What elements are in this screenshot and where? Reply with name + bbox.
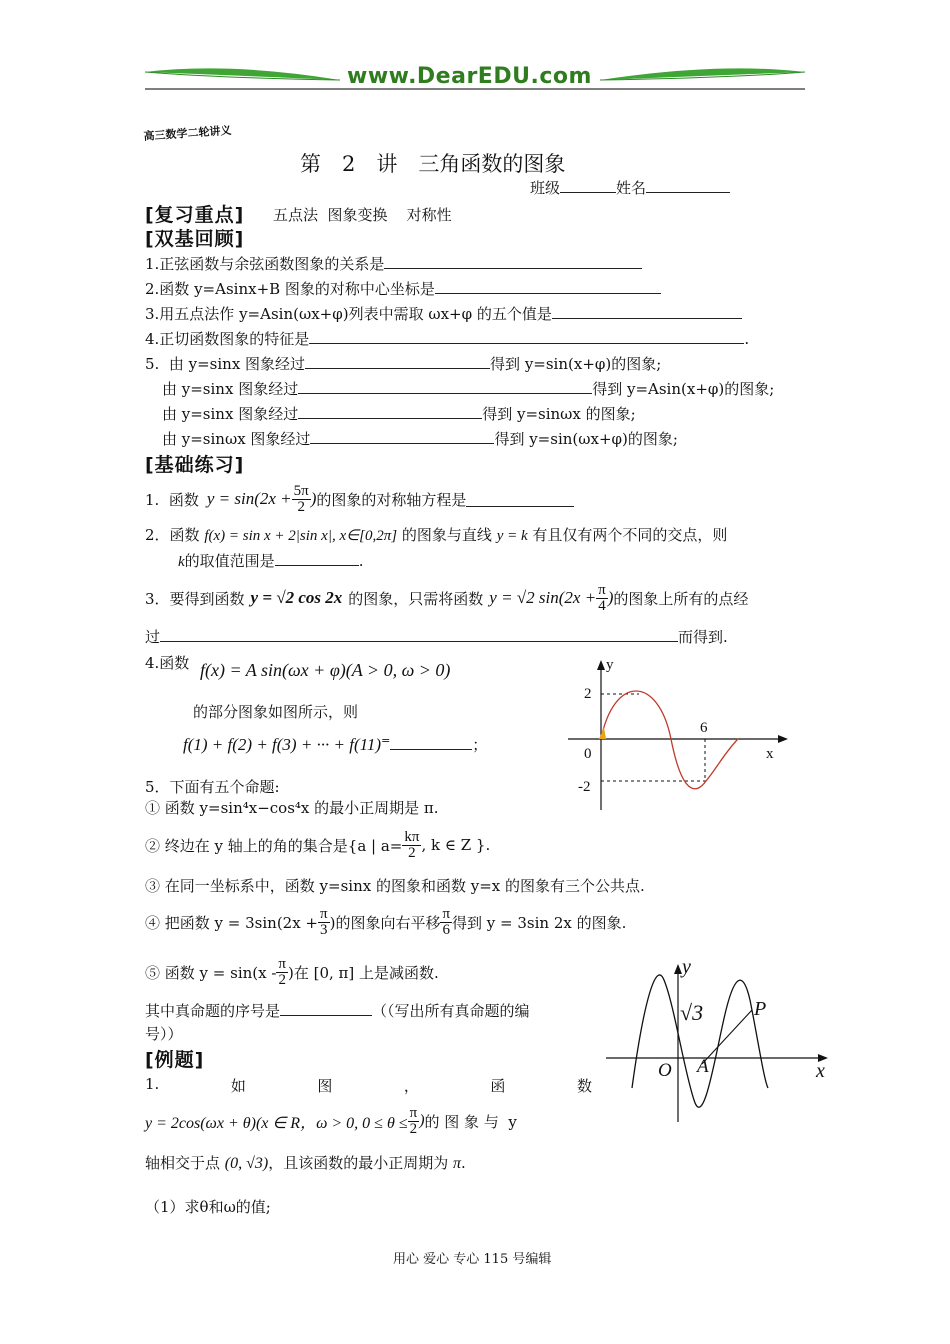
p2-expr2: y = k xyxy=(496,528,528,544)
basics-q4-end: . xyxy=(744,330,750,348)
e1-line3-pre: 轴相交于点 xyxy=(145,1154,221,1172)
graph-cosine-wave xyxy=(604,960,834,1125)
p3-pre: 3．要得到函数 xyxy=(145,589,245,608)
practice-p3-line2 xyxy=(145,626,728,647)
p5-item-4 xyxy=(145,900,626,944)
p5-item-5 xyxy=(145,950,439,994)
basics-q5d-pre: 由 y=sinωx 图象经过 xyxy=(162,430,311,448)
p2-end: . xyxy=(358,552,364,570)
basics-q5a-post: 得到 y=sin(x+φ)的图象; xyxy=(490,355,662,373)
e1-expr-a: y = 2cos(ωx + θ)(x ∈ R，ω > 0, 0 ≤ θ ≤ xyxy=(145,1114,408,1132)
review-heading: [复习重点] xyxy=(145,204,245,226)
e1-pi: π xyxy=(453,1155,462,1172)
site-logo: www.DearEDU.com xyxy=(347,64,592,89)
e1-e: 函 xyxy=(490,1077,506,1095)
p3-frac: $\frac{\pi}{4}$ xyxy=(598,581,606,614)
p3-end: 而得到. xyxy=(678,628,728,646)
basics-q3 xyxy=(145,303,742,324)
g1-ytick-top: 2 xyxy=(584,686,592,702)
p5-ans-blank[interactable] xyxy=(280,1001,372,1016)
basics-q2-blank[interactable] xyxy=(435,279,661,294)
basics-q5a xyxy=(145,353,661,374)
p5-item-2 xyxy=(145,822,490,868)
basics-q5b-blank[interactable] xyxy=(298,379,592,394)
basics-q1-text: 1.正弦函数与余弦函数图象的关系是 xyxy=(145,255,385,273)
e1-c: 图 xyxy=(317,1077,333,1095)
basics-q5c-blank[interactable] xyxy=(298,404,482,419)
basics-q5b-post: 得到 y=Asin(x+φ)的图象; xyxy=(592,380,775,398)
p4-eq: = xyxy=(381,734,391,747)
basics-q5c-pre: 由 y=sinx 图象经过 xyxy=(162,405,299,423)
p4-expr: f(x) = A sin(ωx + φ)(A > 0, ω > 0) xyxy=(200,660,451,680)
p1-blank[interactable] xyxy=(466,492,574,507)
basics-q5b xyxy=(162,378,774,399)
p5-4-pre: ④ 把函数 y = 3sin(2x + xyxy=(145,913,319,932)
practice-p3 xyxy=(145,576,748,620)
basics-q3-blank[interactable] xyxy=(552,304,742,319)
e1-a: 1. xyxy=(145,1075,160,1093)
p5-5-pre: ⑤ 函数 y = sin(x - xyxy=(145,963,277,982)
p5-4-frac1: $\frac{\pi}{3}$ xyxy=(320,905,328,938)
practice-p2 xyxy=(145,524,727,545)
basics-q3-text: 3.用五点法作 y=Asin(ωx+φ)列表中需取 ωx+φ 的五个值是 xyxy=(145,305,552,323)
practice-heading: [基础练习] xyxy=(145,454,245,476)
class-name-line xyxy=(530,177,730,198)
basics-q1-blank[interactable] xyxy=(384,254,642,269)
g2-point-a: A xyxy=(697,1056,709,1077)
p4-pre: 4.函数 xyxy=(145,654,190,672)
p5-item-3: ③ 在同一坐标系中，函数 y=sinx 的图象和函数 y=x 的图象有三个公共点. xyxy=(145,877,645,895)
p5-4-mid: )的图象向右平移 xyxy=(329,913,441,932)
basics-q5d-post: 得到 y=sin(ωx+φ)的图象; xyxy=(494,430,678,448)
e1-frac: $\frac{\pi}{2}$ xyxy=(409,1104,418,1137)
g1-xtick: 6 xyxy=(700,720,708,736)
p5-4-frac2: $\frac{\pi}{6}$ xyxy=(442,905,451,938)
p3-expr2a: y = √2 sin(2x + xyxy=(489,588,597,607)
page-footer: 用心 爱心 专心 115 号编辑 xyxy=(393,1252,552,1267)
p1-frac: $\frac{5\pi}{2}$ xyxy=(293,482,309,515)
p5-answer xyxy=(145,1000,530,1021)
p2-pre: 2．函数 xyxy=(145,526,200,544)
basics-q2-text: 2.函数 y=Asinx+B 图象的对称中心坐标是 xyxy=(145,280,435,298)
e1-expr-b: ) xyxy=(419,1112,425,1129)
class-label: 班级 xyxy=(530,179,561,197)
p2-expr: f(x) = sin x + 2|sin x|, x∈[0,2π] xyxy=(204,528,398,544)
p5-2-post: , k ∈ Z }. xyxy=(421,836,491,854)
cosine-graph-svg xyxy=(604,960,834,1125)
e1-d: ， xyxy=(403,1077,419,1095)
basics-q5b-pre: 由 y=sinx 图象经过 xyxy=(162,380,299,398)
p5-item-1: ① 函数 y=sin⁴x−cos⁴x 的最小正周期是 π. xyxy=(145,799,439,817)
e1-line3-mid: ，且该函数的最小正周期为 xyxy=(268,1154,449,1172)
p5-2-frac: $\frac{k\pi}{2}$ xyxy=(404,828,420,861)
p4-blank[interactable] xyxy=(390,735,472,750)
basics-q5d-blank[interactable] xyxy=(310,429,494,444)
g2-sqrt3: √3 xyxy=(680,1000,704,1025)
g1-origin: 0 xyxy=(584,746,592,762)
basics-q1 xyxy=(145,253,642,274)
g1-ytick-bottom: -2 xyxy=(578,779,591,795)
review-points: 五点法 图象变换 对称性 xyxy=(273,206,452,224)
p4-end: ； xyxy=(472,736,488,754)
name-blank[interactable] xyxy=(646,178,730,193)
p1-post: 的图象的对称轴方程是 xyxy=(316,490,467,509)
p5-answer-line2: 号）） xyxy=(145,1025,183,1043)
e1-point: (0, √3) xyxy=(224,1155,269,1172)
e1-f: 数 xyxy=(576,1077,592,1095)
p5-ans-pre: 其中真命题的序号是 xyxy=(145,1002,281,1020)
p2-k: k xyxy=(178,554,185,570)
basics-q4-text: 4.正切函数图象的特征是 xyxy=(145,330,310,348)
basics-q5d xyxy=(162,428,678,449)
curve-end-arrow-icon xyxy=(733,735,741,747)
p1-pre: 1. 函数 xyxy=(145,490,199,509)
name-label: 姓名 xyxy=(616,179,647,197)
p3-expr1: y = √2 cos 2x xyxy=(250,588,343,607)
basics-heading: [双基回顾] xyxy=(145,228,245,250)
doc-tag: 高三数学二轮讲义 xyxy=(143,123,232,143)
basics-q5c-post: 得到 y=sinωx 的图象; xyxy=(482,405,636,423)
e1-line3 xyxy=(145,1152,466,1173)
e1-b: 如 xyxy=(230,1077,246,1095)
p4-line2: 的部分图象如图所示，则 xyxy=(193,703,359,721)
p5-5-frac: $\frac{\pi}{2}$ xyxy=(278,955,286,988)
p5-2-pre: ② 终边在 y 轴上的角的集合是{a | a= xyxy=(145,836,403,855)
basics-q4 xyxy=(145,328,749,349)
p2-post: 有且仅有两个不同的交点，则 xyxy=(532,526,728,544)
sine-graph-svg xyxy=(566,655,806,815)
g2-y-label: y xyxy=(682,956,691,978)
p2-mid: 的图象与直线 xyxy=(401,526,492,544)
class-blank[interactable] xyxy=(560,178,616,193)
e1-line1 xyxy=(145,1075,592,1096)
examples-heading: [例题] xyxy=(145,1049,205,1071)
p2-blank[interactable] xyxy=(275,551,359,566)
g1-x-label: x xyxy=(766,746,774,762)
p3-blank[interactable] xyxy=(160,627,678,642)
e1-line3-end: . xyxy=(461,1154,466,1172)
e1-q1: （1）求θ和ω的值; xyxy=(145,1198,271,1216)
p3-mid: 的图象，只需将函数 xyxy=(348,589,484,608)
curve-start-arrow-icon xyxy=(599,727,606,739)
p3-post: 的图象上所有的点经 xyxy=(613,589,749,608)
practice-p1 xyxy=(145,478,574,520)
p5-ans-post: （（写出所有真命题的编 xyxy=(372,1002,530,1020)
p2-line2: 的取值范围是 xyxy=(184,552,275,570)
g1-y-label: y xyxy=(606,657,614,673)
p1-expr-b: ) xyxy=(310,489,317,508)
p4-sum-line xyxy=(183,734,487,755)
g2-origin: O xyxy=(658,1060,672,1081)
e1-line2 xyxy=(145,1098,517,1144)
g2-x-label: x xyxy=(816,1060,825,1082)
p3-expr2b: ) xyxy=(607,588,614,607)
basics-q5c xyxy=(162,403,636,424)
e1-post: 的 图 象 与 y xyxy=(424,1112,517,1131)
g2-point-p: P xyxy=(754,998,767,1020)
page-title: 第 2 讲 三角函数的图象 xyxy=(300,152,566,176)
p3-line2: 过 xyxy=(145,628,161,646)
p5-4-post: 得到 y = 3sin 2x 的图象. xyxy=(452,913,627,932)
p1-expr-a: y = sin(2x + xyxy=(206,489,292,508)
basics-q4-blank[interactable] xyxy=(309,329,744,344)
practice-p4 xyxy=(145,652,189,673)
basics-q5a-pre: 5. 由 y=sinx 图象经过 xyxy=(145,355,306,373)
basics-q2 xyxy=(145,278,661,299)
p5-5-post: )在 [0, π] 上是减函数. xyxy=(288,963,439,982)
basics-q5a-blank[interactable] xyxy=(305,354,490,369)
p4-sum: f(1) + f(2) + f(3) + ··· + f(11) xyxy=(183,735,382,754)
p5-heading: 5．下面有五个命题: xyxy=(145,778,280,796)
practice-p2-line2 xyxy=(178,550,363,571)
graph-sine-wave xyxy=(566,655,806,815)
